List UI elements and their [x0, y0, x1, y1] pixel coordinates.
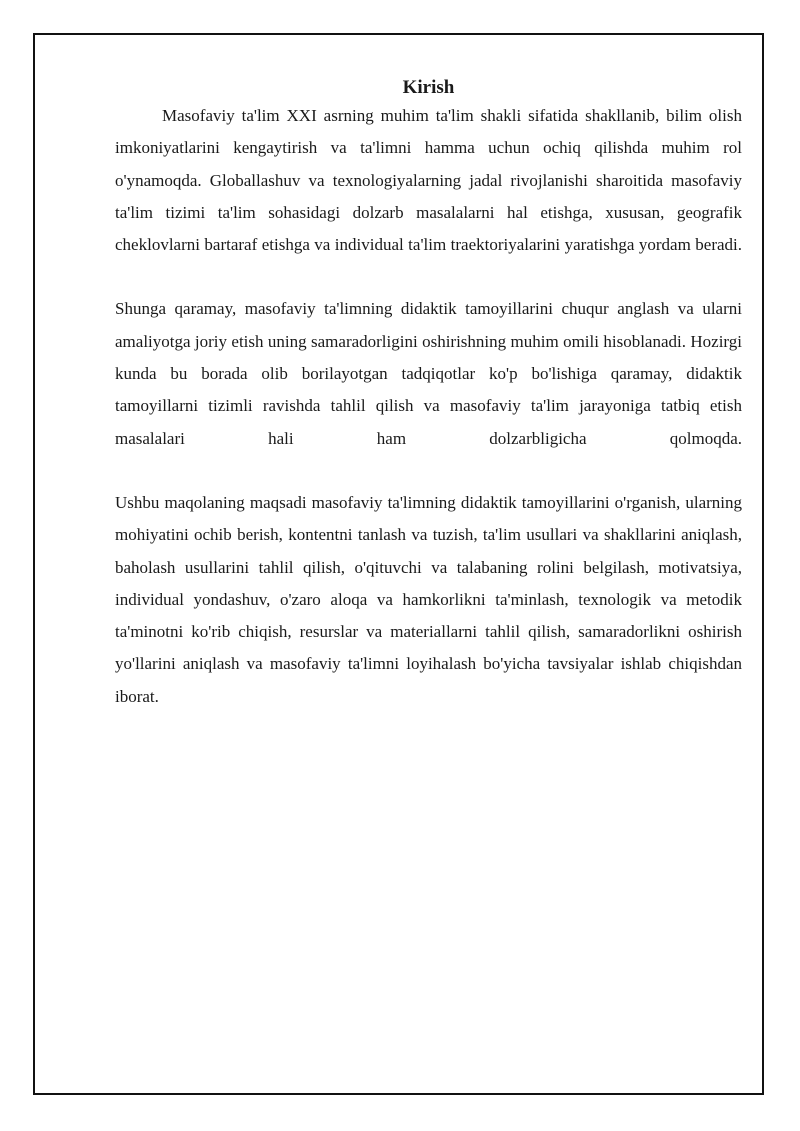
paragraph-1: Masofaviy ta'lim XXI asrning muhim ta'lim shakli sifatida shakllanib, bilim olish imkoniyatlarini kengaytirish va ta'limni hamma uchun ochiq qilishda muhim rol o'ynamoqda. Globallashuv va texnologiyalarning jadal rivojlanishi sharoitida masofaviy ta'lim tizimi ta'lim sohasidagi dolzarb masalalarni hal etishga, xususan, geografik cheklovlarni bartaraf etishga va individual ta'lim traektoriyalarini yaratishga yordam beradi. [115, 106, 742, 255]
document-body [115, 76, 742, 713]
paragraph-2: Shunga qaramay, masofaviy ta'limning didaktik tamoyillarini chuqur anglash va ularni amaliyotga joriy etish uning samaradorligini oshirishning muhim omili hisoblanadi. Hozirgi kunda bu borada olib borilayotgan tadqiqotlar ko'p bo'lishiga qaramay, didaktik tamoyillarni tizimli ravishda tahlil qilish va masofaviy ta'lim jarayoniga tatbiq etish masalalari hali ham dolzarbligicha qolmoqda. [115, 299, 742, 448]
paragraph-spacer [115, 261, 742, 293]
section-title: Kirish [402, 77, 455, 98]
paragraph-spacer [115, 455, 742, 487]
paragraph-3: Ushbu maqolaning maqsadi masofaviy ta'limning didaktik tamoyillarini o'rganish, ularning mohiyatini ochib berish, kontentni tanlash va tuzish, ta'lim usullari va shakllarini aniqlash, baholash usullarini tahlil qilish, o'qituvchi va talabaning rolini belgilash, motivatsiya, individual yondashuv, o'zaro aloqa va hamkorlikni ta'minlash, texnologik va metodik ta'minotni ko'rib chiqish, resurslar va materiallarni tahlil qilish, samaradorlikni oshirish yo'llarini aniqlash va masofaviy ta'limni loyihalash bo'yicha tavsiyalar ishlab chiqishdan iborat. [115, 492, 742, 706]
